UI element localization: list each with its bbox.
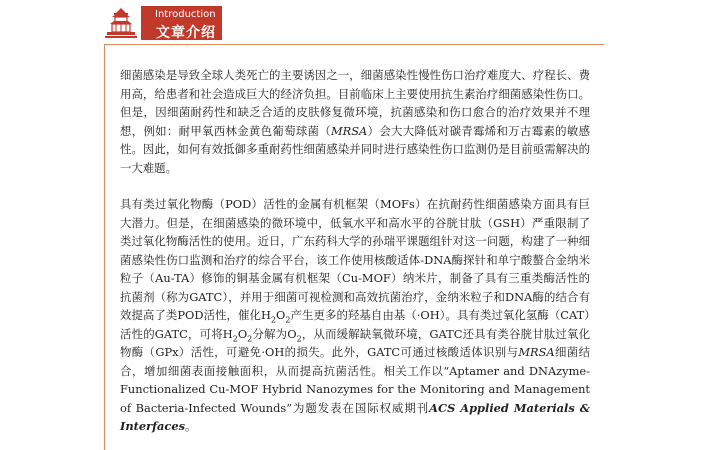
text-run: O — [276, 308, 286, 322]
section-badge — [141, 6, 222, 40]
paragraph-background — [120, 66, 590, 177]
temple-icon — [104, 6, 138, 40]
text-run: 产生更多的羟基自由基（·OH）。具有类过氧化氢酶（CAT）活性的GATC，可将H — [120, 308, 590, 341]
subscript: 2 — [296, 333, 302, 343]
header-rule-vertical — [104, 44, 105, 450]
article-body — [120, 66, 590, 436]
text-run: ）会大大降低对碳青霉烯和万古霉素的敏感性。因此，如何有效抵御多重耐药性细菌感染并同时进行感染性伤口监测仍是目前亟需解决的一大难题。 — [120, 123, 590, 175]
text-run: 分解为O — [252, 326, 297, 341]
text-run: 。 — [185, 419, 197, 433]
text-run: 细菌结合，增加细菌表面接触面积，从而提高抗菌活性。相关工作以“Aptamer and DNAzyme-Functionalized Cu-MOF Hybrid Nanozymes for the Monitoring and Management of Bacteria-Infected Wounds”为题发表在国际权威期刊 — [120, 345, 590, 415]
section-title-zh: 文章介绍 — [156, 25, 216, 41]
text-run: 细菌感染是导致全球人类死亡的主要诱因之一，细菌感染性慢性伤口治疗难度大、疗程长、费用高，给患者和社会造成巨大的经济负担。目前临床上主要使用抗生素治疗细菌感染性伤口。但是，因细菌耐药性和缺乏合适的皮肤修复微环境，抗菌感染和伤口愈合的治疗效果并不理想，例如：耐甲氧西林金黄色葡萄球菌（ — [120, 68, 590, 138]
journal-name: ACS Applied Materials & Interfaces — [120, 400, 591, 433]
subscript: 2 — [285, 315, 291, 325]
mrsa-term: MRSA — [518, 345, 555, 359]
header-rule-horizontal — [104, 44, 604, 45]
section-title-en: Introduction — [155, 9, 216, 20]
text-run: O — [237, 326, 248, 341]
text-run: 具有类过氧化物酶（POD）活性的金属有机框架（MOFs）在抗耐药性细菌感染方面具有巨大潜力。但是，在细菌感染的微环境中，低氧水平和高水平的谷胱甘肽（GSH）严重限制了类过氧化物酶活性的使用。近日，广东药科大学的孙瑞平课题组针对这一问题，构建了一种细菌感染性伤口监测和治疗的综合平台，该工作使用核酸适体-DNA酶探针和单宁酸螯合金纳米粒子（Au-TA）修饰的铜基金属有机框架（Cu-MOF）纳米片，制备了具有三重类酶活性的抗菌剂（称为GATC），并用于细菌可视检测和高效抗菌治疗，金纳米粒子和DNA酶的结合有效提高了类POD活性，催化H — [120, 197, 590, 322]
mrsa-term: MRSA — [330, 123, 368, 138]
paragraph-work — [120, 195, 590, 436]
text-run: ，从而缓解缺氧微环境，GATC还具有类谷胱甘肽过氧化物酶（GPx）活性，可避免·OH的损失。此外，GATC可通过核酸适体识别与 — [120, 326, 590, 359]
subscript: 2 — [232, 333, 238, 343]
subscript: 2 — [247, 333, 253, 343]
subscript: 2 — [270, 315, 277, 325]
